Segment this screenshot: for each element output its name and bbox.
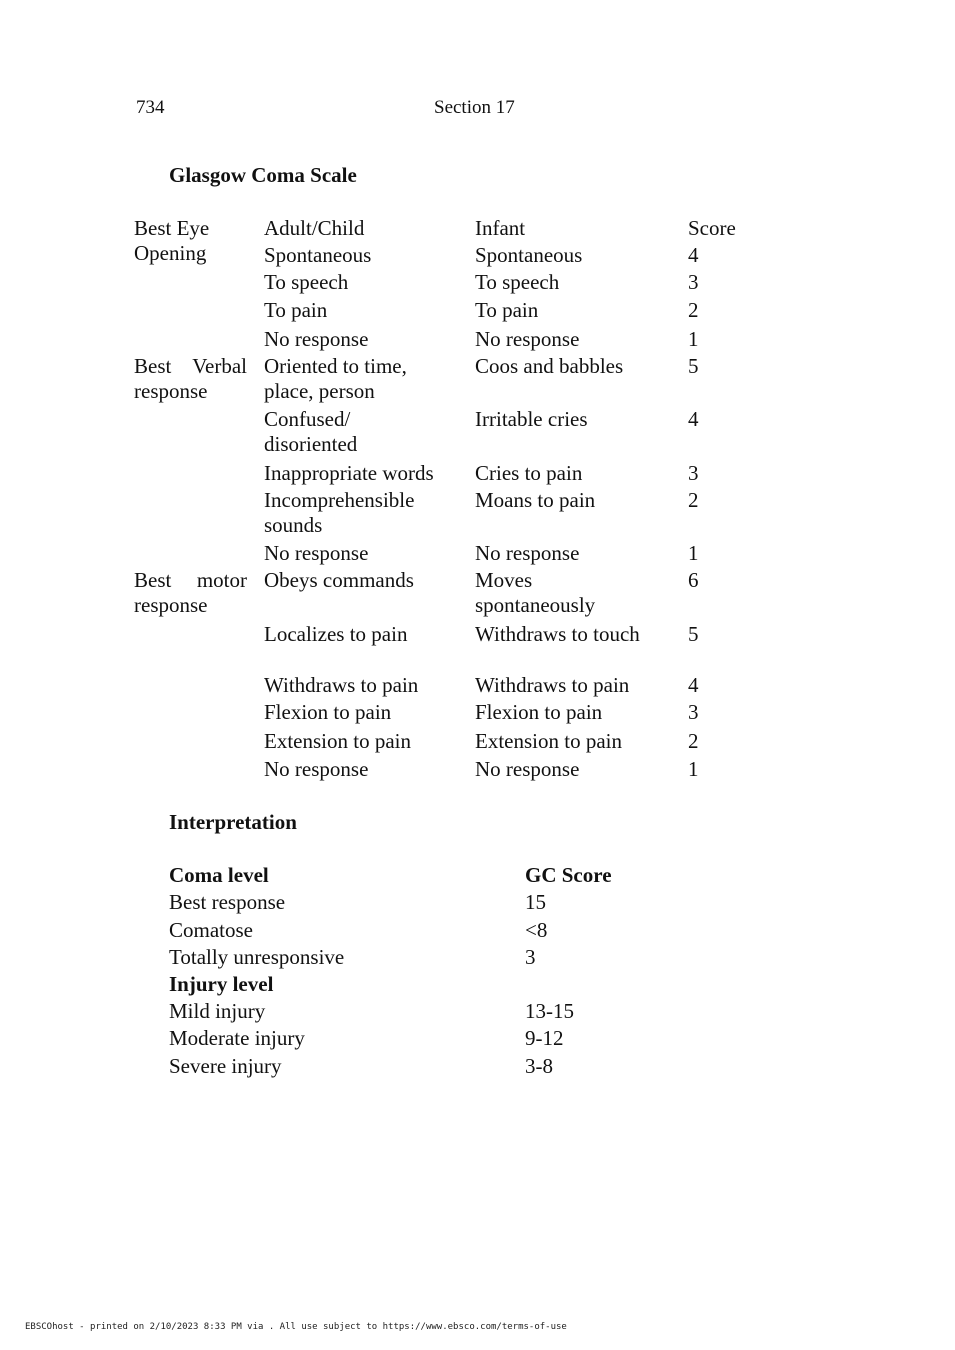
infant-response-line: Withdraws to touch (475, 622, 640, 646)
infant-response (475, 729, 622, 754)
interpretation-score: 3 (525, 945, 536, 969)
category-motor-line-1: Best motor (134, 568, 247, 592)
infant-response (475, 354, 623, 379)
category-verbal-line-1: Best Verbal (134, 354, 247, 378)
infant-response-line: No response (475, 327, 580, 351)
infant-response (475, 700, 602, 725)
adult-response (264, 729, 411, 754)
infant-response (475, 298, 538, 323)
interpretation-label: Moderate injury (169, 1026, 305, 1050)
adult-response-line: place, person (264, 379, 375, 403)
score-value: 2 (688, 488, 699, 512)
infant-response-line: Withdraws to pain (475, 673, 630, 697)
infant-response (475, 407, 588, 432)
score-value: 5 (688, 622, 699, 646)
score-value: 1 (688, 757, 699, 781)
score-value: 4 (688, 673, 699, 697)
adult-response-line: No response (264, 541, 369, 565)
interpretation-label: Mild injury (169, 999, 266, 1023)
adult-response-line: No response (264, 327, 369, 351)
adult-response-line: Flexion to pain (264, 700, 392, 724)
adult-response (264, 354, 407, 404)
interpretation-title: Interpretation (169, 810, 297, 834)
adult-response (264, 700, 391, 725)
adult-response (264, 461, 434, 486)
score-value: 2 (688, 729, 699, 753)
adult-response-line: Spontaneous (264, 243, 372, 267)
infant-response-line: Extension to pain (475, 729, 622, 753)
adult-response (264, 568, 414, 593)
print-footer: EBSCOhost - printed on 2/10/2023 8:33 PM via . All use subject to https://www.ebsco.com/terms-of-use (25, 1322, 567, 1332)
adult-response (264, 243, 371, 268)
adult-response-line: Obeys commands (264, 568, 414, 592)
header-adult-child: Adult/Child (264, 216, 365, 240)
header-gc-score: GC Score (525, 863, 612, 887)
adult-response-line: To pain (264, 298, 328, 322)
adult-response (264, 757, 368, 782)
adult-response (264, 407, 357, 457)
infant-response-line: No response (475, 757, 580, 781)
table-title: Glasgow Coma Scale (169, 163, 357, 187)
header-score: Score (688, 216, 736, 240)
infant-response-line: Moves (475, 568, 533, 592)
score-value: 5 (688, 354, 699, 378)
interpretation-score: 13-15 (525, 999, 574, 1023)
adult-response-line: No response (264, 757, 369, 781)
score-value: 1 (688, 327, 699, 351)
infant-response-line: spontaneously (475, 593, 596, 617)
adult-response-line: Extension to pain (264, 729, 411, 753)
infant-response-line: Flexion to pain (475, 700, 603, 724)
header-infant: Infant (475, 216, 526, 240)
header-coma-level: Coma level (169, 863, 269, 887)
infant-response-line: To speech (475, 270, 560, 294)
score-value: 4 (688, 243, 699, 267)
running-header: Section 17 (434, 97, 515, 118)
infant-response-line: Spontaneous (475, 243, 583, 267)
interpretation-score: 9-12 (525, 1026, 564, 1050)
category-motor-line-2: response (134, 593, 208, 617)
adult-response (264, 327, 368, 352)
interpretation-label: Best response (169, 890, 286, 914)
infant-response (475, 568, 595, 618)
interpretation-label: Severe injury (169, 1054, 282, 1078)
infant-response-line: To pain (475, 298, 539, 322)
interpretation-score: <8 (525, 918, 548, 942)
category-eye-line-1: Best Eye (134, 216, 210, 240)
interpretation-label: Totally unresponsive (169, 945, 345, 969)
score-value: 4 (688, 407, 699, 431)
infant-response-line: No response (475, 541, 580, 565)
infant-response (475, 327, 579, 352)
score-value: 3 (688, 461, 699, 485)
category-motor-response (134, 568, 247, 618)
adult-response-line: Oriented to time, (264, 354, 407, 378)
infant-response (475, 488, 595, 513)
score-value: 2 (688, 298, 699, 322)
score-value: 1 (688, 541, 699, 565)
infant-response-line: Moans to pain (475, 488, 596, 512)
adult-response (264, 622, 407, 647)
adult-response (264, 488, 414, 538)
adult-response (264, 541, 368, 566)
interpretation-score: 15 (525, 890, 546, 914)
subheading-injury-level: Injury level (169, 972, 274, 996)
interpretation-score: 3-8 (525, 1054, 553, 1078)
adult-response-line: sounds (264, 513, 323, 537)
infant-response (475, 270, 559, 295)
infant-response (475, 243, 582, 268)
infant-response (475, 622, 640, 647)
infant-response (475, 757, 579, 782)
adult-response-line: Inappropriate words (264, 461, 434, 485)
interpretation-label: Comatose (169, 918, 253, 942)
infant-response (475, 541, 579, 566)
category-verbal-line-2: response (134, 379, 208, 403)
infant-response (475, 461, 582, 486)
score-value: 6 (688, 568, 699, 592)
adult-response (264, 298, 327, 323)
infant-response-line: Irritable cries (475, 407, 588, 431)
infant-response (475, 673, 629, 698)
category-eye-opening (134, 216, 209, 266)
page-number: 734 (136, 97, 165, 118)
adult-response-line: Withdraws to pain (264, 673, 419, 697)
infant-response-line: Coos and babbles (475, 354, 624, 378)
adult-response-line: disoriented (264, 432, 358, 456)
adult-response (264, 270, 348, 295)
adult-response (264, 673, 418, 698)
category-verbal-response (134, 354, 247, 404)
adult-response-line: Localizes to pain (264, 622, 408, 646)
adult-response-line: Confused/ (264, 407, 351, 431)
adult-response-line: Incomprehensible (264, 488, 415, 512)
infant-response-line: Cries to pain (475, 461, 583, 485)
adult-response-line: To speech (264, 270, 349, 294)
score-value: 3 (688, 270, 699, 294)
category-eye-line-2: Opening (134, 241, 207, 265)
score-value: 3 (688, 700, 699, 724)
